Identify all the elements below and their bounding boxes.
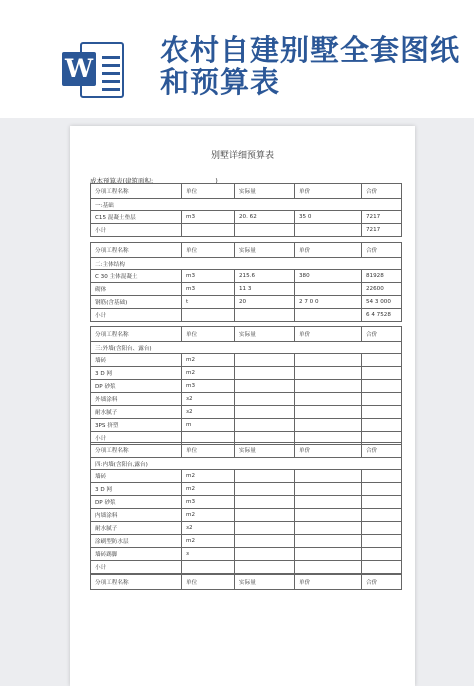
- column-header: 合价: [362, 327, 402, 342]
- table-cell: [235, 309, 295, 322]
- column-header: 单价: [295, 443, 362, 458]
- table-row: [91, 380, 402, 393]
- table-cell: m2: [182, 367, 235, 380]
- column-header: 单位: [182, 327, 235, 342]
- table-cell: [362, 393, 402, 406]
- table-row: [91, 470, 402, 483]
- column-header: 合价: [362, 575, 402, 590]
- table-cell: 外墙涂料: [91, 393, 182, 406]
- table-cell: [362, 406, 402, 419]
- table-cell: [235, 483, 295, 496]
- table-cell: [295, 561, 362, 574]
- table-cell: 小计: [91, 561, 182, 574]
- column-header: 分项工程名称: [91, 443, 182, 458]
- table-cell: [182, 224, 235, 237]
- budget-table: [90, 326, 402, 445]
- table-cell: [362, 496, 402, 509]
- table-cell: [295, 309, 362, 322]
- word-icon-letter: W: [62, 52, 96, 86]
- column-header: 单位: [182, 443, 235, 458]
- table-cell: [235, 496, 295, 509]
- table-cell: [362, 380, 402, 393]
- table-cell: ɜ: [182, 548, 235, 561]
- table-cell: 380: [295, 270, 362, 283]
- table-cell: 砌体: [91, 283, 182, 296]
- table-cell: [235, 561, 295, 574]
- column-header: 分项工程名称: [91, 575, 182, 590]
- table-row: [91, 483, 402, 496]
- table-cell: [295, 522, 362, 535]
- table-cell: [295, 224, 362, 237]
- column-header: 实际量: [235, 243, 295, 258]
- table-row: [91, 548, 402, 561]
- table-cell: [362, 367, 402, 380]
- column-header: 单位: [182, 575, 235, 590]
- table-cell: 内墙涂料: [91, 509, 182, 522]
- table-cell: [295, 509, 362, 522]
- table-row: [91, 211, 402, 224]
- table-header-row: [91, 443, 402, 458]
- table-cell: 2 7 0 0: [295, 296, 362, 309]
- table-row: [91, 522, 402, 535]
- table-cell: [182, 309, 235, 322]
- table-row: [91, 224, 402, 237]
- column-header: 单价: [295, 184, 362, 199]
- word-doc-icon: [62, 38, 126, 100]
- table-row: [91, 296, 402, 309]
- table-cell: [362, 548, 402, 561]
- table-row: [91, 561, 402, 574]
- table-row: [91, 406, 402, 419]
- column-header: 合价: [362, 184, 402, 199]
- table-cell: [235, 224, 295, 237]
- table-cell: [235, 548, 295, 561]
- table-cell: 3 D 网: [91, 483, 182, 496]
- table-cell: [235, 380, 295, 393]
- table-cell: 54 3 000: [362, 296, 402, 309]
- table-cell: [362, 561, 402, 574]
- table-cell: [235, 406, 295, 419]
- table-cell: [235, 354, 295, 367]
- column-header: 单价: [295, 575, 362, 590]
- table-cell: 7217: [362, 211, 402, 224]
- table-cell: [295, 470, 362, 483]
- table-cell: m: [182, 419, 235, 432]
- table-cell: 墙砖踢脚: [91, 548, 182, 561]
- column-header: 合价: [362, 243, 402, 258]
- table-cell: 20. 62: [235, 211, 295, 224]
- column-header: 单价: [295, 327, 362, 342]
- table-cell: m3: [182, 496, 235, 509]
- column-header: 实际量: [235, 575, 295, 590]
- table-cell: [362, 419, 402, 432]
- column-header: 单价: [295, 243, 362, 258]
- table-row: [91, 270, 402, 283]
- document-page: [70, 126, 415, 686]
- table-cell: 涂刷型防水层: [91, 535, 182, 548]
- table-cell: 6 4 7528: [362, 309, 402, 322]
- section-label: 二:主体结构: [91, 258, 402, 270]
- budget-table: [90, 242, 402, 322]
- table-cell: [235, 393, 295, 406]
- table-cell: 35 0: [295, 211, 362, 224]
- table-cell: C 30 主体混凝土: [91, 270, 182, 283]
- budget-table: [90, 574, 402, 590]
- table-cell: [295, 483, 362, 496]
- table-cell: [362, 509, 402, 522]
- table-cell: DP 砂浆: [91, 496, 182, 509]
- table-cell: [362, 483, 402, 496]
- caption-close: ): [215, 177, 218, 185]
- column-header: 实际量: [235, 184, 295, 199]
- table-cell: m2: [182, 483, 235, 496]
- section-row: [91, 258, 402, 270]
- document-title: 别墅详细预算表: [210, 151, 274, 161]
- headline: 农村自建别墅全套图纸和预算表: [160, 33, 461, 99]
- table-cell: [295, 354, 362, 367]
- table-cell: m2: [182, 535, 235, 548]
- table-cell: 墙砖: [91, 470, 182, 483]
- section-label: 四:内墙(含阳台,露台): [91, 458, 402, 470]
- table-cell: [182, 561, 235, 574]
- table-row: [91, 535, 402, 548]
- section-row: [91, 342, 402, 354]
- table-cell: m3: [182, 270, 235, 283]
- table-row: [91, 354, 402, 367]
- table-cell: [362, 470, 402, 483]
- table-cell: [295, 380, 362, 393]
- column-header: 单位: [182, 184, 235, 199]
- table-row: [91, 509, 402, 522]
- table-cell: 22600: [362, 283, 402, 296]
- table-cell: з2: [182, 406, 235, 419]
- table-cell: [235, 470, 295, 483]
- table-cell: 小计: [91, 309, 182, 322]
- column-header: 合价: [362, 443, 402, 458]
- column-header: 分项工程名称: [91, 184, 182, 199]
- table-cell: [362, 535, 402, 548]
- table-cell: 墙砖: [91, 354, 182, 367]
- budget-table: [90, 442, 402, 574]
- column-header: 单位: [182, 243, 235, 258]
- table-cell: [235, 419, 295, 432]
- column-header: 实际量: [235, 327, 295, 342]
- budget-table: [90, 183, 402, 237]
- table-cell: з2: [182, 522, 235, 535]
- table-cell: 耐水腻子: [91, 522, 182, 535]
- table-cell: 20: [235, 296, 295, 309]
- table-cell: [295, 283, 362, 296]
- table-cell: [295, 548, 362, 561]
- table-cell: [295, 367, 362, 380]
- table-cell: 11 3: [235, 283, 295, 296]
- table-row: [91, 283, 402, 296]
- table-cell: m3: [182, 211, 235, 224]
- section-row: [91, 199, 402, 211]
- table-row: [91, 309, 402, 322]
- table-cell: 81928: [362, 270, 402, 283]
- table-cell: [295, 393, 362, 406]
- table-header-row: [91, 184, 402, 199]
- table-cell: 钢筋(含基础): [91, 296, 182, 309]
- table-header-row: [91, 327, 402, 342]
- column-header: 实际量: [235, 443, 295, 458]
- table-cell: m2: [182, 470, 235, 483]
- column-header: 分项工程名称: [91, 243, 182, 258]
- section-label: 一:基础: [91, 199, 402, 211]
- table-row: [91, 419, 402, 432]
- section-row: [91, 458, 402, 470]
- table-cell: m2: [182, 354, 235, 367]
- section-label: 三:外墙(含阳台、露台): [91, 342, 402, 354]
- table-cell: [295, 535, 362, 548]
- table-cell: m2: [182, 509, 235, 522]
- table-cell: 耐水腻子: [91, 406, 182, 419]
- table-cell: [235, 522, 295, 535]
- table-cell: t: [182, 296, 235, 309]
- table-cell: [295, 496, 362, 509]
- table-cell: 3 D 网: [91, 367, 182, 380]
- table-cell: 小计: [91, 224, 182, 237]
- table-cell: m3: [182, 380, 235, 393]
- table-cell: [362, 354, 402, 367]
- table-cell: [235, 535, 295, 548]
- table-cell: [295, 406, 362, 419]
- table-cell: [235, 509, 295, 522]
- table-cell: DP 砂浆: [91, 380, 182, 393]
- table-cell: [295, 419, 362, 432]
- table-row: [91, 496, 402, 509]
- table-cell: m3: [182, 283, 235, 296]
- table-cell: 215.6: [235, 270, 295, 283]
- table-header-row: [91, 243, 402, 258]
- table-cell: 小计: [91, 432, 182, 445]
- banner: [0, 0, 474, 118]
- table-row: [91, 393, 402, 406]
- table-cell: 7217: [362, 224, 402, 237]
- table-cell: [235, 367, 295, 380]
- table-cell: з2: [182, 393, 235, 406]
- table-header-row: [91, 575, 402, 590]
- table-row: [91, 367, 402, 380]
- table-cell: C15 混凝土垫层: [91, 211, 182, 224]
- caption-label: 成本预算表(建筑面积:: [90, 177, 154, 185]
- column-header: 分项工程名称: [91, 327, 182, 342]
- table-cell: [362, 522, 402, 535]
- table-cell: 3PS 挤塑: [91, 419, 182, 432]
